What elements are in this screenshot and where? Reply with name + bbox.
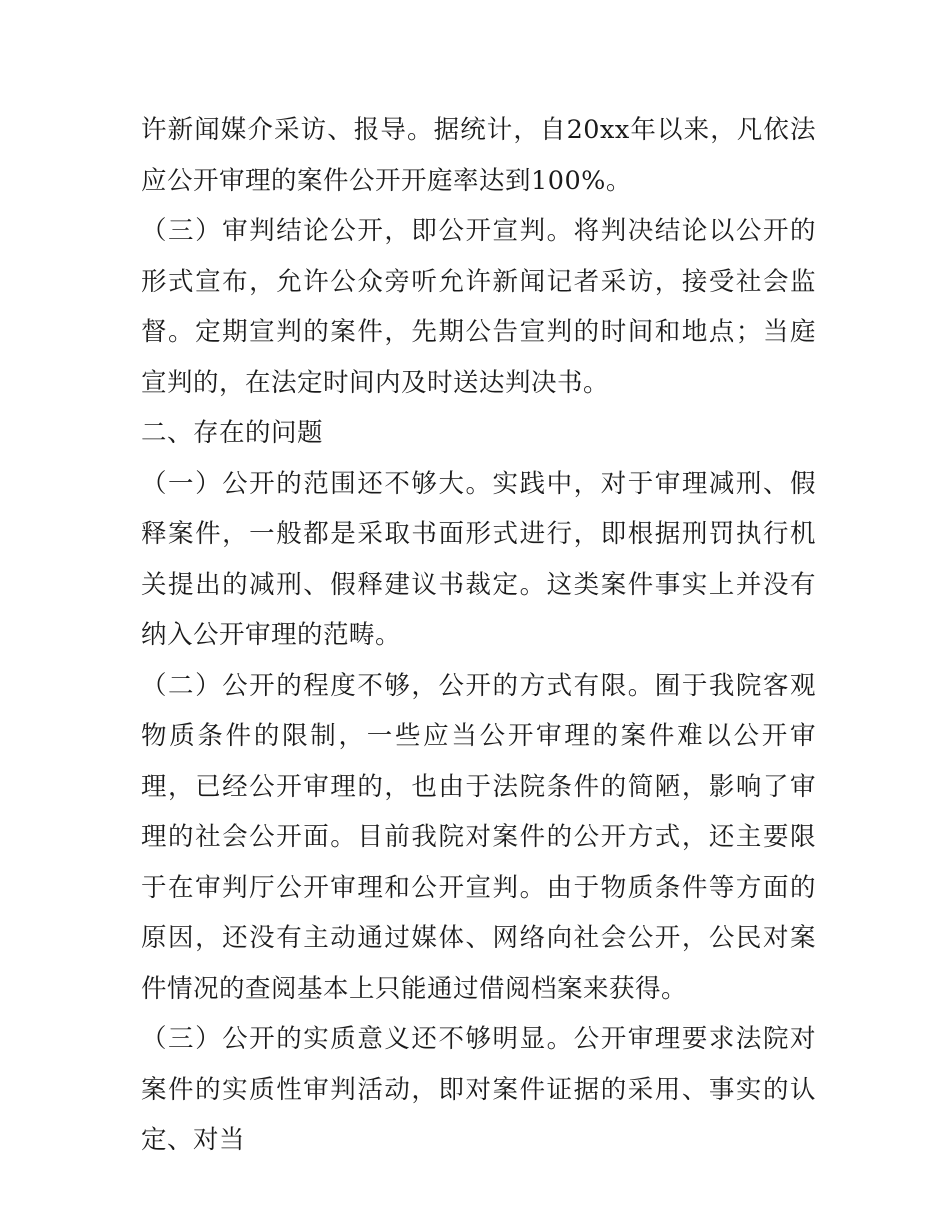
paragraph-continuation: 许新闻媒介采访、报导。据统计，自20xx年以来，凡依法应公开审理的案件公开开庭率达到100%。 (141, 115, 816, 196)
paragraph-verdict-public: （三）审判结论公开，即公开宣判。将判决结论以公开的形式宣布，允许公众旁听允许新闻记者采访，接受社会监督。定期宣判的案件，先期公告宣判的时间和地点；当庭宣判的，在法定时间内及时送达判决书。 (141, 216, 816, 398)
paragraph-scope-problem: （一）公开的范围还不够大。实践中，对于审理减刑、假释案件，一般都是采取书面形式进行，即根据刑罚执行机关提出的减刑、假释建议书裁定。这类案件事实上并没有纳入公开审理的范畴。 (141, 468, 816, 650)
document-body (141, 105, 816, 1166)
paragraph-substance-problem: （三）公开的实质意义还不够明显。公开审理要求法院对案件的实质性审判活动，即对案件证据的采用、事实的认定、对当 (141, 1024, 816, 1155)
paragraph-degree-problem: （二）公开的程度不够，公开的方式有限。囿于我院客观物质条件的限制，一些应当公开审理的案件难以公开审理，已经公开审理的，也由于法院条件的简陋，影响了审理的社会公开面。目前我院对案件的公开方式，还主要限于在审判厅公开审理和公开宣判。由于物质条件等方面的原因，还没有主动通过媒体、网络向社会公开，公民对案件情况的查阅基本上只能通过借阅档案来获得。 (141, 670, 816, 1004)
section-heading-problems: 二、存在的问题 (141, 418, 324, 448)
